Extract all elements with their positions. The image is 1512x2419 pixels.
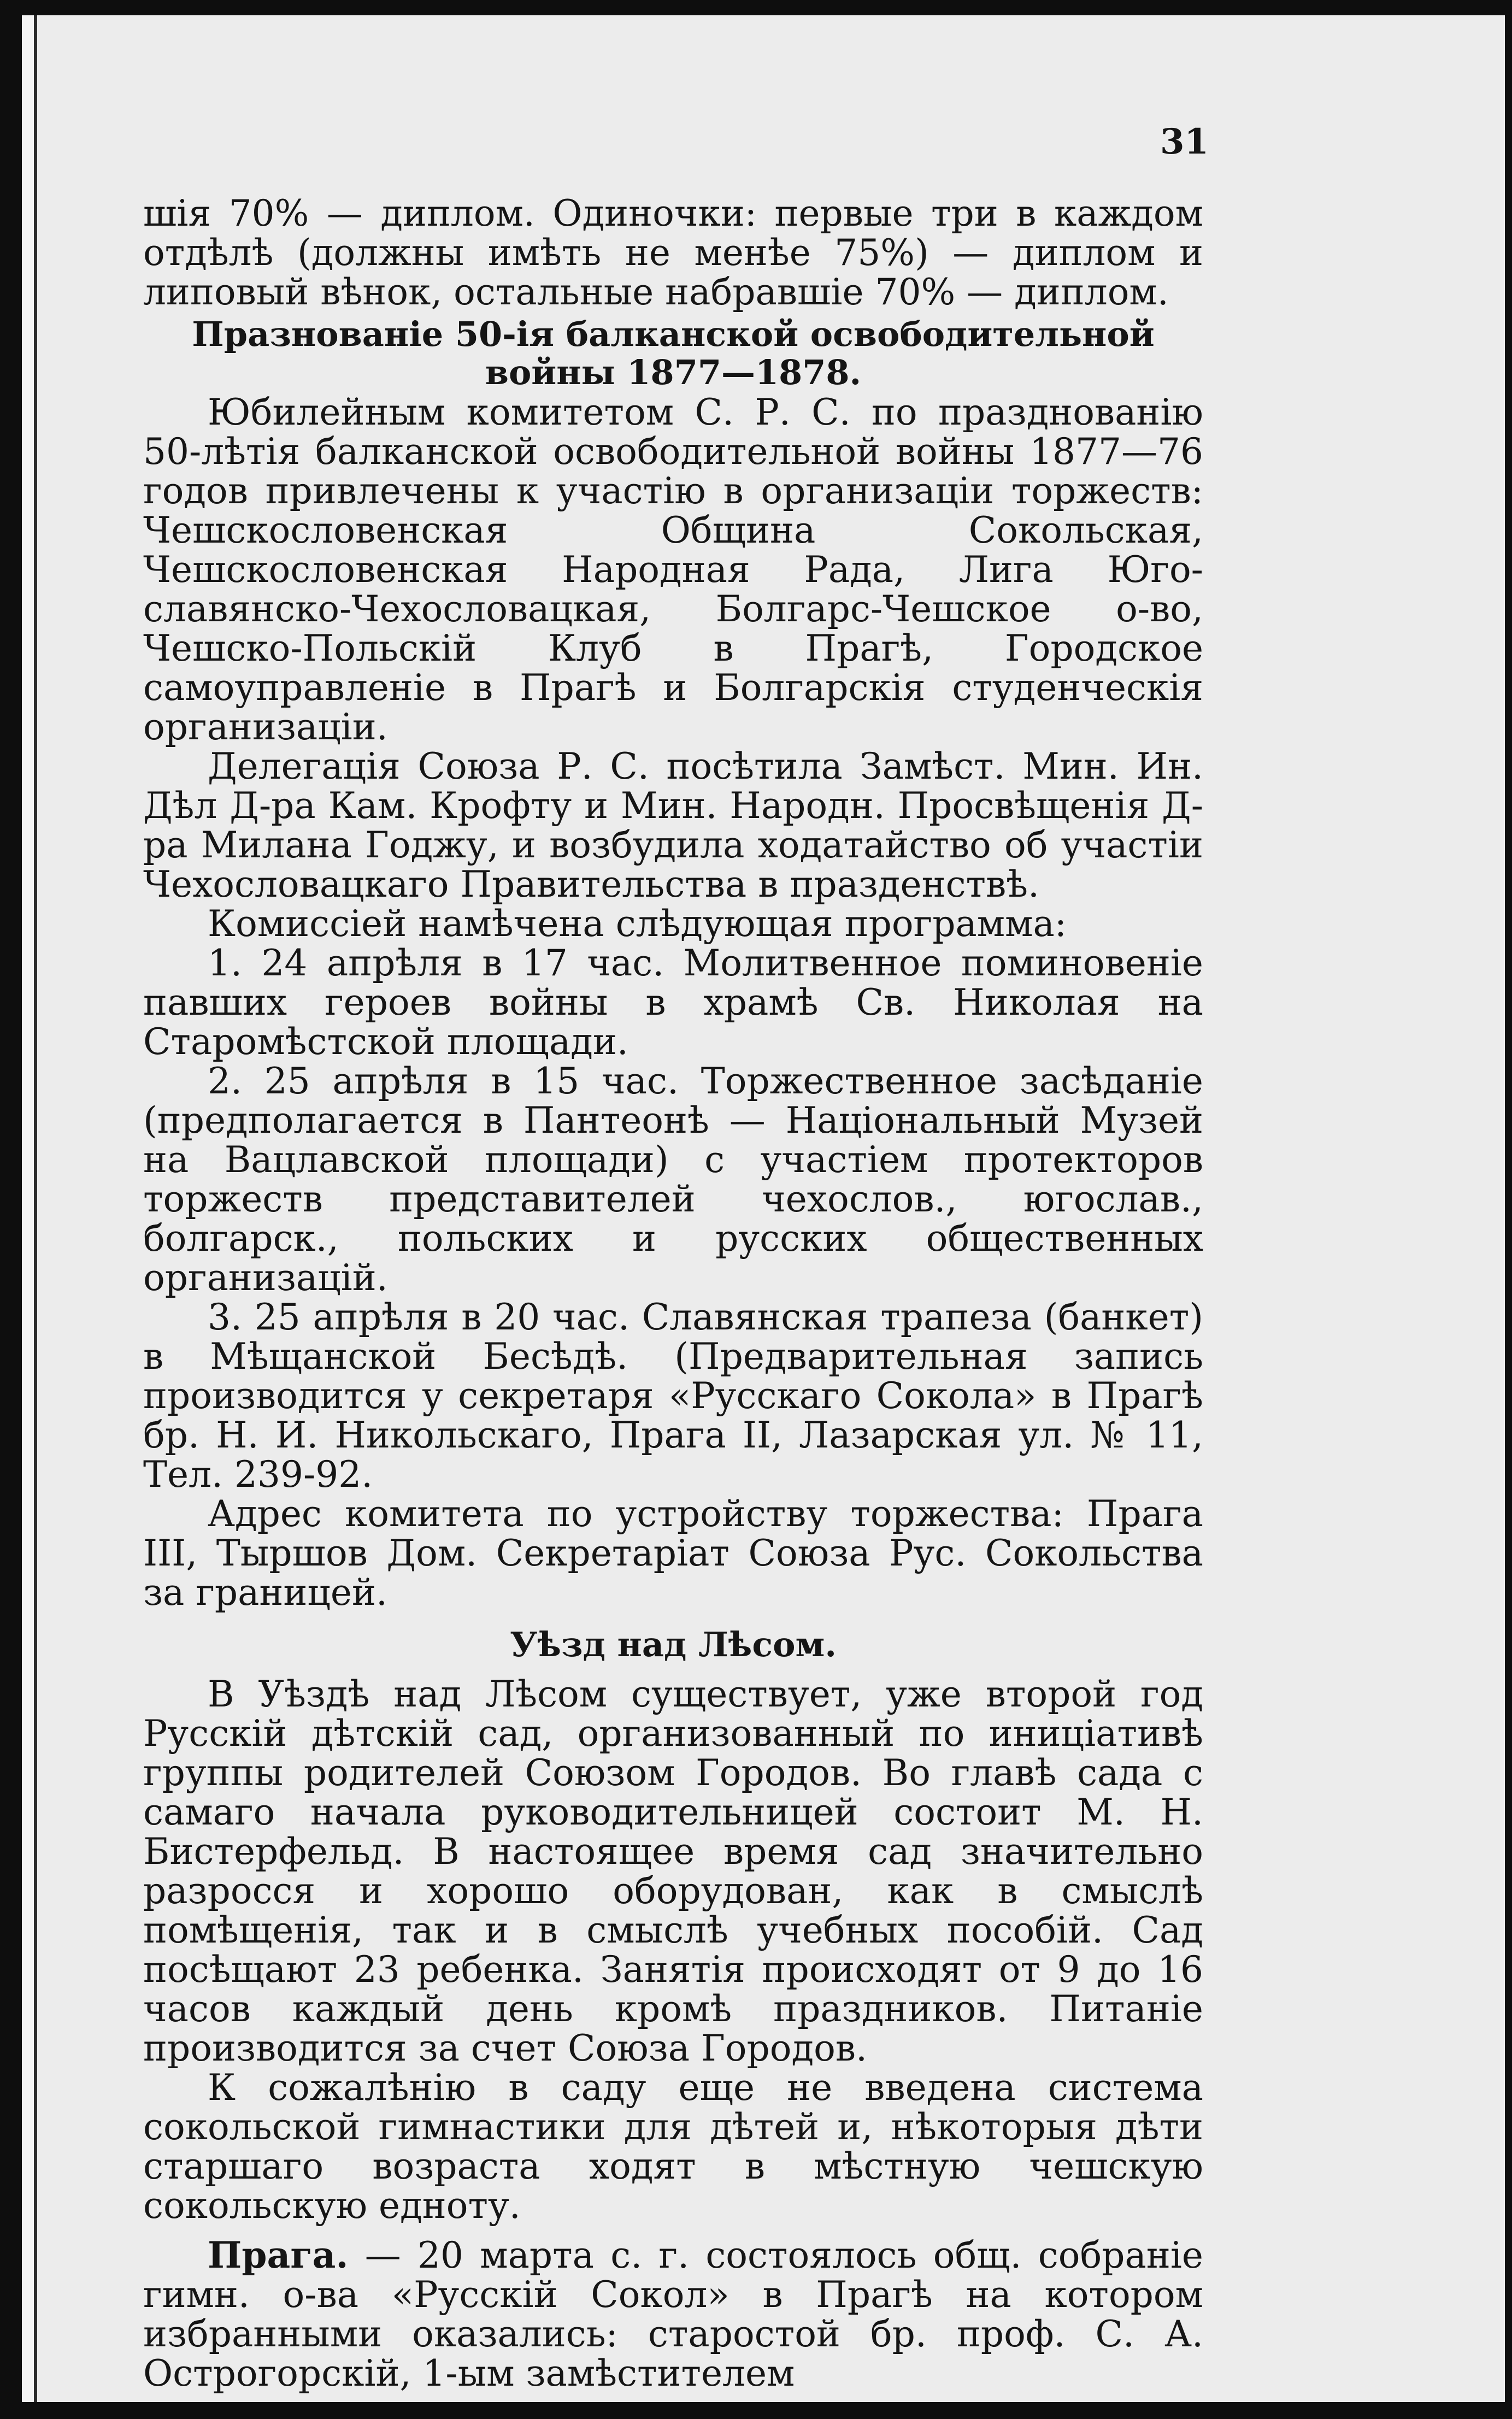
paragraph-program-intro: Комиссіей намѣчена слѣдующая программа: [208,903,1067,945]
prague-lead: Прага. [208,2234,349,2276]
paragraph-prague [143,2235,1203,2393]
program-item-2: 2. 25 апрѣля в 15 час. Торжественное засѣданіе (предполагается в Пантеонѣ — Національный Музей на Вацлавской площади) с участіем протекторов торжеств представителей чехослов., югослав., болгарск., польских и русских общественных организацій. [143,1060,1203,1299]
page-number: 31 [1160,121,1209,162]
page-binding-edge [22,15,37,2402]
section-heading-war-anniversary: Празнованіе 50-ія балканской освободительной войны 1877—1878. [192,314,1155,392]
section-heading-uezd: Уѣзд над Лѣсом. [510,1625,837,1664]
prague-text: — 20 марта с. г. состоялось общ. собраніе гимн. о-ва «Русскій Сокол» в Прагѣ на котором избранными оказались: старостой бр. проф. С. А. Острогорскій, 1-ым замѣстителем [143,2234,1203,2394]
program-item-1: 1. 24 апрѣля в 17 час. Молитвенное поминовеніе павших героев войны в храмѣ Св. Николая на Старомѣстской площади. [143,942,1203,1063]
paragraph-address: Адрес комитета по устройству торжества: Прага III, Тыршов Дом. Секретаріат Союза Рус. Сокольства за границей. [143,1493,1203,1614]
program-item-3: 3. 25 апрѣля в 20 час. Славянская трапеза (банкет) в Мѣщанской Бесѣдѣ. (Предварительная запись производится у секретаря «Русскаго Сокола» в Прагѣ бр. Н. И. Никольскаго, Прага II, Лазарская ул. № 11, Тел. 239-92. [143,1296,1203,1496]
paragraph-committee: Юбилейным комитетом С. Р. С. по празднованію 50-лѣтія балканской освободительной войны 1877—76 годов привлечены к участію в организаціи торжеств: Чешскословенская Община Сокольская, Чешскословенская Народная Рада, Лига Юго-славянско-Чехословацкая, Болгарс-Чешское о-во, Чешско-Польскій Клуб в Прагѣ, Городское самоуправленіе в Прагѣ и Болгарскія студенческія организаціи. [143,391,1203,748]
paragraph-gymnastics: К сожалѣнію в саду еще не введена система сокольской гимнастики для дѣтей и, нѣкоторыя дѣти старшаго возраста ходят в мѣстную чешскую сокольскую едноту. [143,2067,1203,2227]
page-body [143,194,1203,2393]
paragraph-delegation: Делегація Союза Р. С. посѣтила Замѣст. Мин. Ин. Дѣл Д-ра Кам. Крофту и Мин. Народн. Просвѣщенія Д-ра Милана Годжу, и возбудила ходатайство об участіи Чехословацкаго Правительства в празденствѣ. [143,745,1203,905]
paragraph-continuation: шія 70% — диплом. Одиночки: первые три в каждом отдѣлѣ (должны имѣть не менѣе 75%) — диплом и липовый вѣнок, остальные набравшіе 70% — диплом. [143,192,1203,313]
paragraph-kindergarten: В Уѣздѣ над Лѣсом существует, уже второй год Русскій дѣтскій сад, организованный по иниціативѣ группы родителей Союзом Городов. Во главѣ сада с самаго начала руководительницей состоит М. Н. Бистерфельд. В настоящее время сад значительно разросся и хорошо оборудован, как в смыслѣ помѣщенія, так и в смыслѣ учебных пособій. Сад посѣщают 23 ребенка. Занятія происходят от 9 до 16 часов каждый день кромѣ праздников. Питаніе производится за счет Союза Городов. [143,1673,1203,2069]
